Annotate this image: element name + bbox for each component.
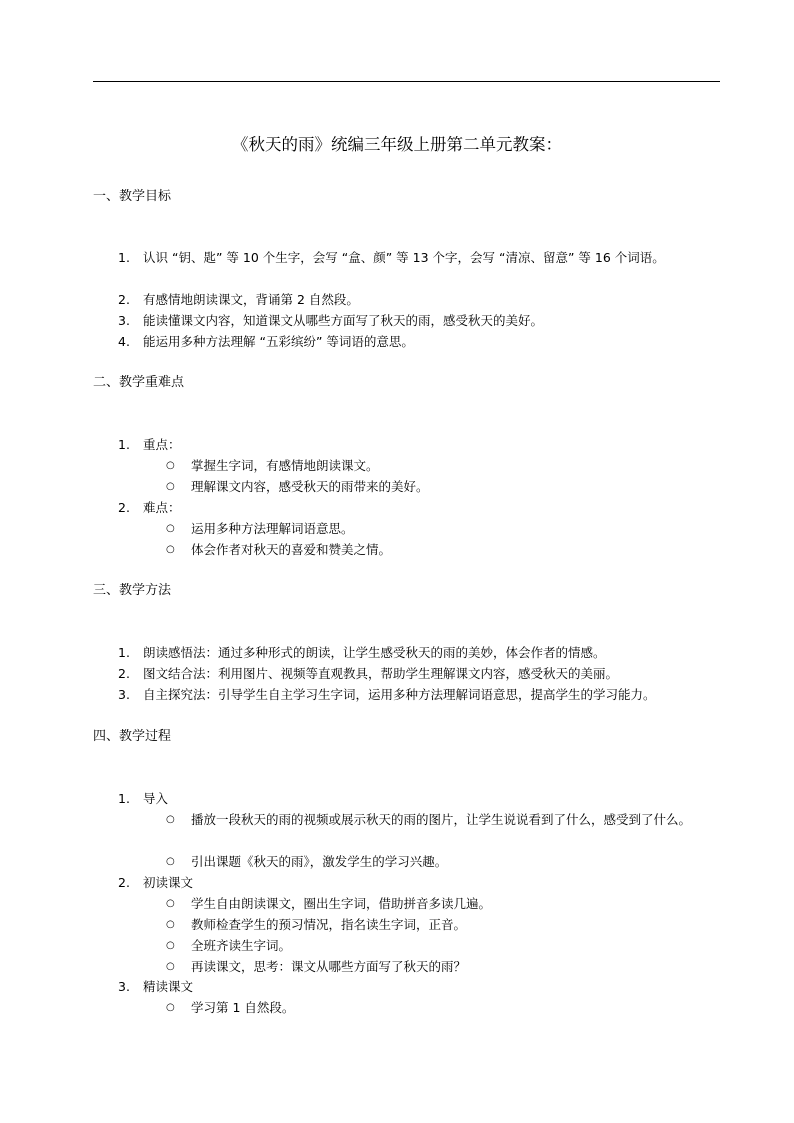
sub-item: 运用多种方法理解词语意思。	[191, 521, 354, 536]
list-number: 2.	[118, 500, 130, 515]
bullet-icon: ○	[166, 544, 175, 555]
list-item: 精读课文	[143, 979, 194, 994]
bullet-icon: ○	[166, 1002, 175, 1013]
list-item: 有感情地朗读课文，背诵第 2 自然段。	[143, 292, 359, 307]
bullet-icon: ○	[166, 856, 175, 867]
sub-item: 播放一段秋天的雨的视频或展示秋天的雨的图片，让学生说说看到了什么，感受到了什么。	[191, 812, 692, 827]
page-title: 《秋天的雨》统编三年级上册第二单元教案：	[232, 135, 562, 154]
list-item: 重点：	[143, 437, 181, 452]
sub-item: 再读课文，思考：课文从哪些方面写了秋天的雨？	[191, 959, 467, 974]
list-number: 4.	[118, 334, 130, 349]
section-heading-objectives: 一、教学目标	[93, 189, 172, 204]
list-item: 能运用多种方法理解 “五彩缤纷” 等词语的意思。	[143, 334, 414, 349]
bullet-icon: ○	[166, 898, 175, 909]
list-item: 认识 “钥、匙” 等 10 个生字，会写 “盒、颜” 等 13 个字，会写 “清凉、留意” 等 16 个词语。	[143, 250, 665, 265]
bullet-icon: ○	[166, 523, 175, 534]
list-item: 能读懂课文内容，知道课文从哪些方面写了秋天的雨，感受秋天的美好。	[143, 313, 544, 328]
header-rule	[93, 81, 720, 82]
list-item: 图文结合法：利用图片、视频等直观教具，帮助学生理解课文内容，感受秋天的美丽。	[143, 666, 619, 681]
sub-item: 体会作者对秋天的喜爱和赞美之情。	[191, 542, 392, 557]
section-heading-key-points: 二、教学重难点	[93, 375, 185, 390]
list-number: 1.	[118, 250, 130, 265]
bullet-icon: ○	[166, 814, 175, 825]
bullet-icon: ○	[166, 940, 175, 951]
list-number: 3.	[118, 313, 130, 328]
list-item: 导入	[143, 791, 169, 806]
sub-item: 掌握生字词，有感情地朗读课文。	[191, 458, 379, 473]
bullet-icon: ○	[166, 919, 175, 930]
bullet-icon: ○	[166, 961, 175, 972]
section-heading-methods: 三、教学方法	[93, 583, 172, 598]
list-item: 朗读感悟法：通过多种形式的朗读，让学生感受秋天的雨的美妙，体会作者的情感。	[143, 645, 606, 660]
section-heading-process: 四、教学过程	[93, 729, 172, 744]
list-number: 2.	[118, 666, 130, 681]
list-number: 1.	[118, 791, 130, 806]
list-item: 难点：	[143, 500, 181, 515]
sub-item: 学习第 1 自然段。	[191, 1000, 295, 1015]
list-number: 1.	[118, 437, 130, 452]
bullet-icon: ○	[166, 460, 175, 471]
list-number: 3.	[118, 687, 130, 702]
list-number: 2.	[118, 292, 130, 307]
sub-item: 教师检查学生的预习情况，指名读生字词，正音。	[191, 917, 467, 932]
list-number: 1.	[118, 645, 130, 660]
list-number: 2.	[118, 875, 130, 890]
sub-item: 引出课题《秋天的雨》，激发学生的学习兴趣。	[191, 854, 448, 869]
list-number: 3.	[118, 979, 130, 994]
list-item: 初读课文	[143, 875, 194, 890]
sub-item: 学生自由朗读课文，圈出生字词，借助拼音多读几遍。	[191, 896, 492, 911]
list-item: 自主探究法：引导学生自主学习生字词，运用多种方法理解词语意思，提高学生的学习能力。	[143, 687, 656, 702]
bullet-icon: ○	[166, 481, 175, 492]
sub-item: 全班齐读生字词。	[191, 938, 292, 953]
sub-item: 理解课文内容，感受秋天的雨带来的美好。	[191, 479, 429, 494]
